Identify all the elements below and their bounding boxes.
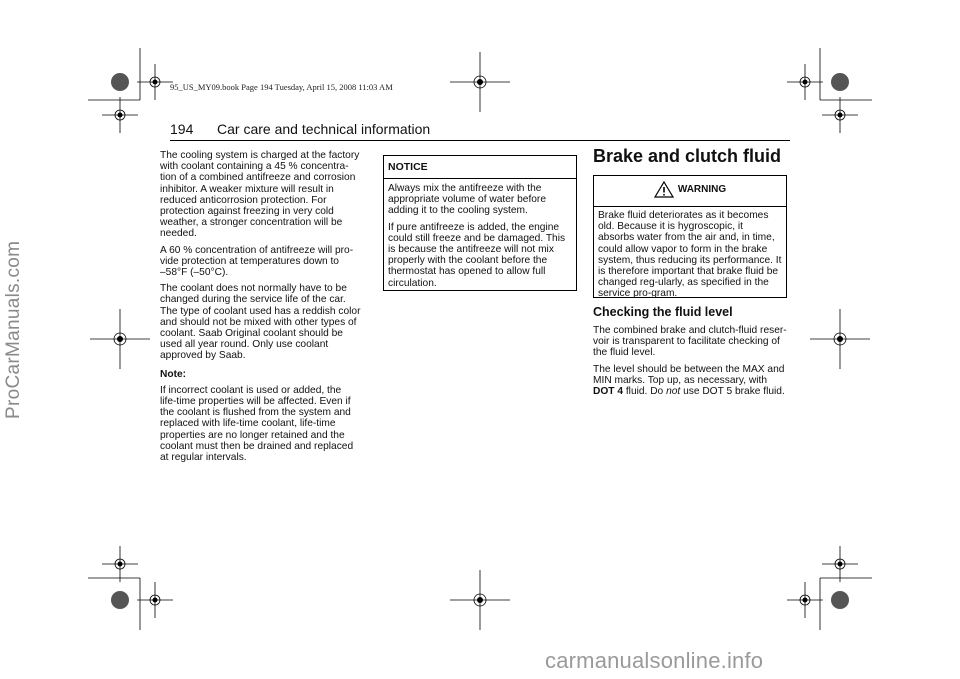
text-run: fluid. Do	[623, 386, 667, 398]
paragraph: The combined brake and clutch-fluid reser- voir is transparent to facilitate checking of the fluid level.	[593, 325, 787, 359]
paragraph: The coolant does not normally have to be changed during the service life of the car. The type of coolant used has a reddish color and should not be mixed with other types of coolant. Saab Original coolant should be used all year round. Only use coolant approved by Saab.	[160, 283, 361, 362]
text-run: use DOT 5 brake fluid.	[680, 386, 785, 398]
print-stamp: 95_US_MY09.book Page 194 Tuesday, April 15, 2008 11:03 AM	[170, 82, 393, 92]
side-watermark: ProCarManuals.com	[3, 240, 24, 419]
bottom-watermark: carmanualsonline.info	[545, 648, 764, 673]
section-title: Brake and clutch fluid	[593, 146, 782, 166]
page-number: 194	[170, 121, 194, 137]
notice-heading: NOTICE	[384, 156, 576, 179]
dot4-bold: DOT 4	[593, 386, 624, 398]
warning-text: Brake fluid deteriorates as it becomes old. Because it is hygroscopic, it absorbs water from the air and, in time, could allow vapor to form in the brake system, thus reducing its performance. It is therefore important that brake fluid be changed reg-ularly, as specified in the service pro-gram.	[598, 210, 782, 300]
warning-heading: WARNING	[677, 184, 727, 195]
warning-triangle-icon	[654, 181, 674, 198]
notice-box	[383, 155, 577, 291]
notice-paragraph: If pure antifreeze is added, the engine could still freeze and be damaged. This is because the antifreeze will not mix properly with the coolant before the thermostat has opened to allow full circulation.	[388, 221, 566, 289]
not-italic: not	[666, 386, 681, 398]
notice-paragraph: Always mix the antifreeze with the appropriate volume of water before adding it to the cooling system.	[388, 183, 546, 217]
note-text: If incorrect coolant is used or added, the life-time properties will be affected. Even if the coolant is flushed from the system and replaced with life-time coolant, life-time properties are no longer retained and the coolant must then be drained and replaced at regular intervals.	[160, 384, 354, 464]
subsection-title: Checking the fluid level	[593, 305, 733, 319]
paragraph	[593, 364, 793, 398]
right-column-text	[593, 325, 793, 402]
left-column	[160, 150, 370, 468]
warning-heading-row	[594, 176, 786, 207]
paragraph: A 60 % concentration of antifreeze will pro- vide protection at temperatures down to –58°F (–50°C).	[160, 244, 354, 279]
note-label: Note:	[160, 368, 187, 380]
header-title: Car care and technical information	[217, 121, 431, 137]
text-run: The level should be between the MAX and MIN marks. Top up, as necessary, with	[593, 363, 785, 386]
paragraph: The cooling system is charged at the factory with coolant containing a 45 % concentra- tion of a combined antifreeze and corrosion inhibitor. A weaker mixture will result in reduced anticorrosion protection. For protection against freezing in very cold weather, a stronger concentration will be needed.	[160, 150, 360, 240]
notice-body	[384, 179, 576, 289]
warning-box	[593, 175, 787, 298]
page-header	[170, 118, 790, 141]
